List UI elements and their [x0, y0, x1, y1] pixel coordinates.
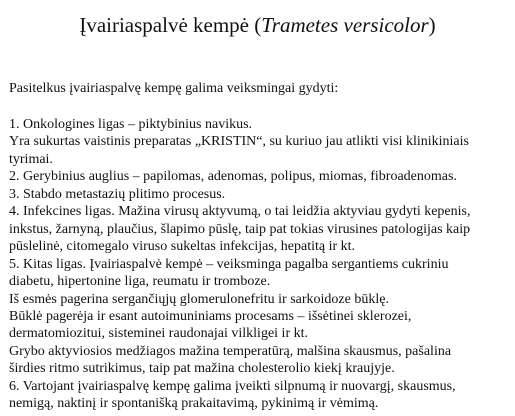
title-paren-open: ( [254, 13, 262, 37]
text-line: širdies ritmo sutrikimus, taip pat mažina cholesterolio kiekį kraujyje. [9, 361, 395, 377]
document-body [9, 116, 509, 413]
text-line: 4. Infekcines ligas. Mažina virusų aktyvumą, o tai leidžia aktyviau gydyti kepenis, [9, 204, 471, 220]
text-line: inkstus, žarnyną, plaučius, šlapimo pūslę, taip pat tokias virusines patologijas kaip [9, 221, 471, 237]
text-line: 1. Onkologines ligas – piktybinius navikus. [9, 117, 253, 132]
text-line: tyrimai. [9, 151, 53, 167]
text-line: dermatomiozitui, sisteminei raudonajai vilkligei ir kt. [9, 326, 308, 342]
title-main: Įvairiaspalvė kempė [79, 13, 249, 37]
text-line: 2. Gerybinius auglius – papilomas, adenomas, polipus, miomas, fibroadenomas. [9, 169, 457, 185]
text-line: Yra sukurtas vaistinis preparatas „KRISTIN“, su kuriuo jau atlikti visi klinikiniais [9, 134, 469, 150]
text-line: 5. Kitas ligas. Įvairiaspalvė kempė – veiksminga pagalba sergantiems cukriniu [9, 256, 449, 272]
text-line: Būklė pagerėja ir esant autoimuniniams procesams – išsėtinei sklerozei, [9, 308, 412, 324]
text-line: 3. Stabdo metastazių plitimo procesus. [9, 186, 226, 202]
title-latin-name: Trametes versicolor [261, 13, 429, 37]
intro-paragraph: Pasitelkus įvairiaspalvę kempę galima veiksmingai gydyti: [9, 81, 339, 96]
text-line: Iš esmės pagerina sergančiųjų glomerulonefritu ir sarkoidoze būklę. [9, 291, 389, 307]
text-line: Grybo aktyviosios medžiagos mažina temperatūrą, malšina skausmus, pašalina [9, 343, 452, 359]
text-line: nemigą, naktinį ir spontanišką prakaitavimą, pykinimą ir vėmimą. [9, 396, 379, 412]
document-title [0, 12, 515, 38]
text-line: 6. Vartojant įvairiaspalvę kempę galima įveikti silpnumą ir nuovargį, skausmus, [9, 378, 456, 394]
text-line: diabetu, hipertonine liga, reumatu ir tromboze. [9, 274, 271, 290]
title-paren-close: ) [428, 13, 436, 37]
text-line: pūslelinė, citomegalo viruso sukeltas infekcijas, hepatitą ir kt. [9, 239, 356, 255]
